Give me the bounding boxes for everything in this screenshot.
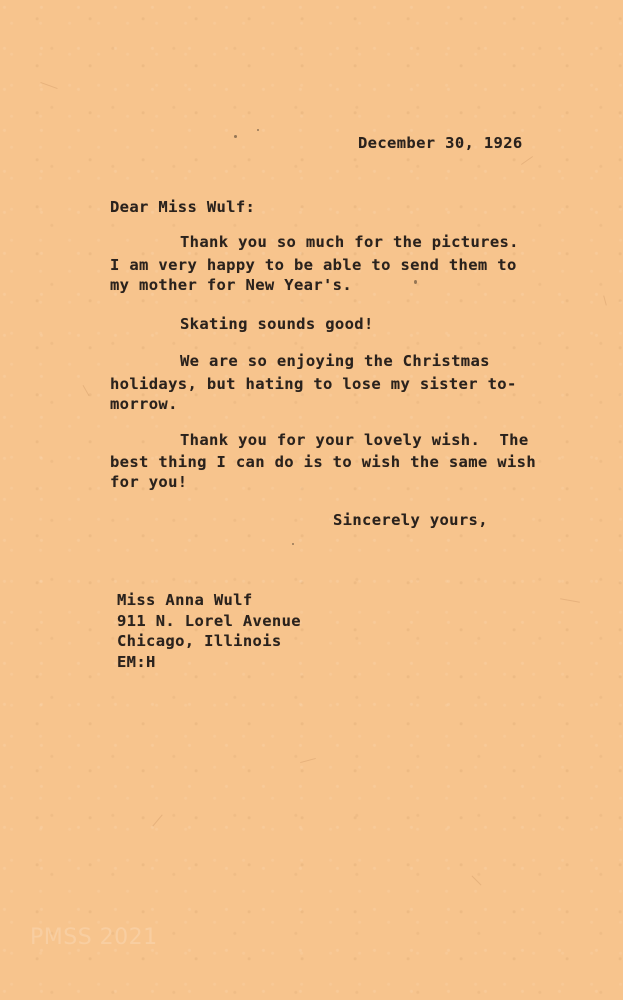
- paper-fiber: [300, 758, 316, 763]
- paper-fiber: [521, 156, 533, 165]
- paragraph-1-line: my mother for New Year's.: [110, 276, 353, 294]
- paragraph-3-line: holidays, but hating to lose my sister to-: [110, 375, 517, 393]
- recipient-street: 911 N. Lorel Avenue: [117, 612, 301, 630]
- recipient-city: Chicago, Illinois: [117, 632, 282, 650]
- paper-fiber: [83, 385, 90, 396]
- paper-fiber: [603, 296, 607, 306]
- paper-fiber: [560, 598, 580, 602]
- paragraph-4-line: for you!: [110, 473, 188, 491]
- paper-fiber: [472, 876, 482, 886]
- paragraph-1-line: Thank you so much for the pictures.: [180, 233, 519, 251]
- paragraph-1-line: I am very happy to be able to send them to: [110, 256, 517, 274]
- ink-speck: [292, 543, 294, 545]
- paragraph-3-line: morrow.: [110, 395, 178, 413]
- letter-date: December 30, 1926: [358, 134, 523, 152]
- ink-speck: [234, 135, 237, 138]
- paragraph-4-line: Thank you for your lovely wish. The: [180, 431, 529, 449]
- salutation: Dear Miss Wulf:: [110, 198, 256, 216]
- paper-fiber: [40, 82, 57, 89]
- recipient-name: Miss Anna Wulf: [117, 591, 253, 609]
- paragraph-3-line: We are so enjoying the Christmas: [180, 352, 490, 370]
- paragraph-4-line: best thing I can do is to wish the same wish: [110, 453, 536, 471]
- paper-fiber: [152, 814, 162, 826]
- ink-speck: [414, 280, 417, 284]
- typist-initials: EM:H: [117, 653, 156, 671]
- closing: Sincerely yours,: [333, 511, 488, 529]
- paragraph-2-line: Skating sounds good!: [180, 315, 374, 333]
- watermark: PMSS 2021: [30, 925, 158, 950]
- ink-speck: [257, 129, 259, 131]
